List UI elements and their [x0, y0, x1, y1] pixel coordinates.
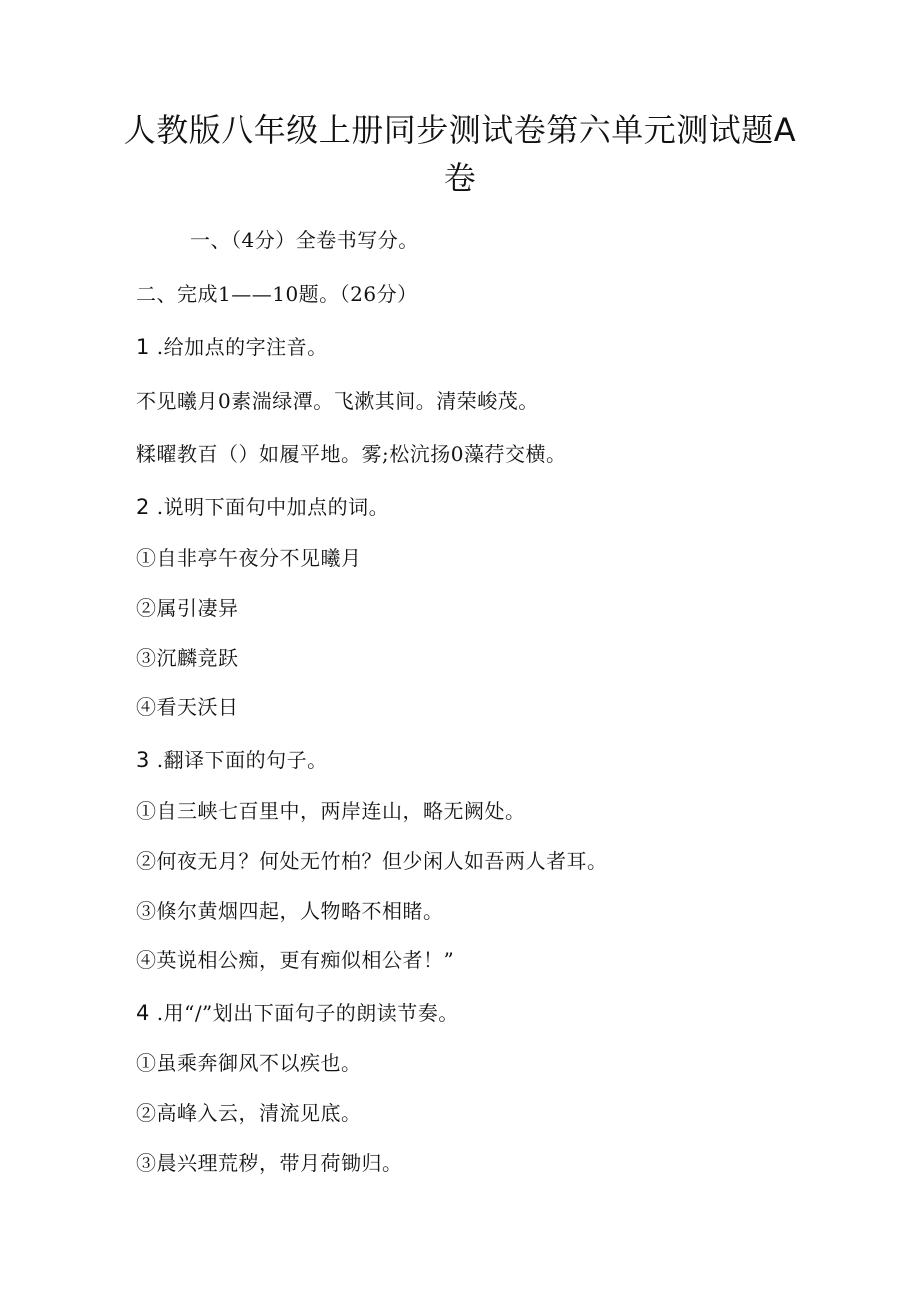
document-title-line-1: 人教版八年级上册同步测试卷第六单元测试题A: [123, 111, 797, 149]
question-2-prompt: [136, 493, 389, 521]
question-2-text: .说明下面句中加点的词。: [156, 495, 390, 519]
question-3-number: 3: [136, 748, 150, 772]
question-1-line-2: 糅曜教百（）如履平地。雾;松沆扬0藻荇交横。: [136, 442, 567, 466]
question-4-number: 4: [136, 1001, 150, 1025]
question-3-item: ①自三峡七百里中，两岸连山，略无阙处。: [136, 799, 526, 823]
question-2-number: 2: [136, 495, 150, 519]
question-2-item: ①自非亭午夜分不见曦月: [136, 546, 362, 570]
question-2-item: ④看天沃日: [136, 695, 239, 719]
question-2-item: ③沉麟竞跃: [136, 646, 239, 670]
question-2-item: ②属引凄异: [136, 596, 239, 620]
question-4-item: ①虽乘奔御风不以疾也。: [136, 1051, 362, 1075]
question-4-text: .用“/”划出下面句子的朗读节奏。: [156, 1001, 459, 1025]
question-1-number: 1: [136, 335, 150, 359]
question-3-item: ②何夜无月？何处无竹柏？但少闲人如吾两人者耳。: [136, 849, 608, 873]
question-4-prompt: [136, 999, 459, 1027]
question-3-text: .翻译下面的句子。: [156, 748, 328, 772]
question-1-line-1: 不见曦月0素湍绿潭。飞漱其间。清荣峻茂。: [136, 389, 539, 413]
section-2-heading: 二、完成1——10题。（26分）: [136, 282, 418, 306]
question-1-prompt: [136, 333, 328, 361]
question-4-item: ③晨兴理荒秽，带月荷锄归。: [136, 1151, 403, 1175]
section-1-heading: 一、（4分）全卷书写分。: [190, 228, 419, 252]
question-1-text: .给加点的字注音。: [156, 335, 328, 359]
document-title-line-2: 卷: [443, 159, 477, 197]
question-3-prompt: [136, 746, 328, 774]
question-4-item: ②高峰入云，清流见底。: [136, 1101, 362, 1125]
question-3-item: ④英说相公痴，更有痴似相公者！”: [136, 948, 455, 972]
question-3-item: ③倏尔黄烟四起，人物略不相睹。: [136, 899, 444, 923]
